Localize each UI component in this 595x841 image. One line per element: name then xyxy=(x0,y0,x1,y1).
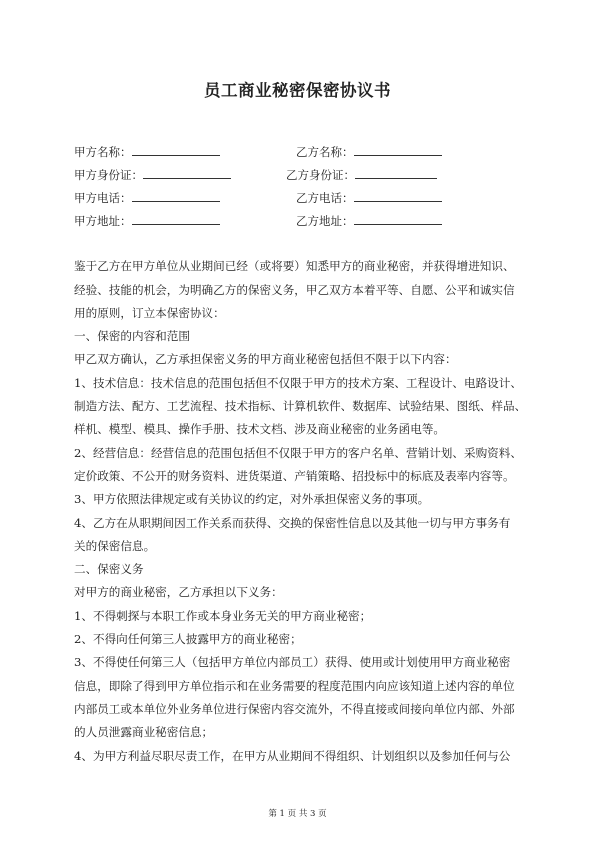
party-a-name-blank[interactable] xyxy=(132,144,220,156)
body-line: 4、为甲方利益尽职尽责工作，在甲方从业期间不得组织、计划组织以及参加任何与公 xyxy=(74,749,511,763)
section-heading: 二、保密义务 xyxy=(74,562,144,576)
body-line: 3、甲方依照法律规定或有关协议的约定，对外承担保密义务的事项。 xyxy=(74,492,430,506)
body-line: 样机、模型、模具、操作手册、技术文档、涉及商业秘密的业务函电等。 xyxy=(74,422,446,436)
party-b-id-label: 乙方身份证： xyxy=(286,168,355,182)
party-a-address-row xyxy=(74,213,220,228)
page-number-footer: 第 1 页 共 3 页 xyxy=(268,809,327,819)
party-a-address-blank[interactable] xyxy=(132,213,220,225)
body-line: 制造方法、配方、工艺流程、技术指标、计算机软件、数据库、试验结果、图纸、样品、 xyxy=(74,399,527,413)
body-line: 经验、技能的机会，为明确乙方的保密义务，甲乙双方本着平等、自愿、公平和诚实信 xyxy=(74,283,515,297)
party-b-address-row xyxy=(296,213,442,228)
party-b-id-blank[interactable] xyxy=(355,167,437,179)
body-line: 3、不得使任何第三人（包括甲方单位内部员工）获得、使用或计划使用甲方商业秘密 xyxy=(74,655,511,669)
body-line: 对甲方的商业秘密，乙方承担以下义务： xyxy=(74,585,283,599)
party-a-name-row xyxy=(74,144,220,159)
party-b-id-row xyxy=(286,167,437,182)
party-b-name-blank[interactable] xyxy=(354,144,442,156)
party-a-phone-row xyxy=(74,190,220,205)
body-line: 4、乙方在从职期间因工作关系而获得、交换的保密性信息以及其他一切与甲方事务有 xyxy=(74,516,511,530)
party-a-address-label: 甲方地址： xyxy=(74,214,132,228)
body-line: 定价政策、不公开的财务资料、进货渠道、产销策略、招投标中的标底及表率内容等。 xyxy=(74,469,515,483)
body-line: 2、不得向任何第三人披露甲方的商业秘密； xyxy=(74,632,302,646)
party-b-address-blank[interactable] xyxy=(354,213,442,225)
party-a-name-label: 甲方名称： xyxy=(74,145,132,159)
body-line: 用的原则，订立本保密协议： xyxy=(74,306,225,320)
body-line: 1、技术信息：技术信息的范围包括但不仅限于甲方的技术方案、工程设计、电路设计、 xyxy=(74,376,522,390)
body-line: 甲乙双方确认，乙方承担保密义务的甲方商业秘密包括但不限于以下内容： xyxy=(74,352,457,366)
body-line: 信息，即除了得到甲方单位指示和在业务需要的程度范围内向应该知道上述内容的单位 xyxy=(74,679,515,693)
body-line: 内部员工或本单位外业务单位进行保密内容交流外，不得直接或间接向单位内部、外部 xyxy=(74,702,515,716)
party-a-id-blank[interactable] xyxy=(143,167,231,179)
body-line: 关的保密信息。 xyxy=(74,539,156,553)
party-a-id-row xyxy=(74,167,231,182)
party-b-name-label: 乙方名称： xyxy=(296,145,354,159)
body-line: 2、经营信息：经营信息的范围包括但不仅限于甲方的客户名单、营销计划、采购资料、 xyxy=(74,446,522,460)
party-a-phone-label: 甲方电话： xyxy=(74,191,132,205)
party-b-phone-row xyxy=(296,190,442,205)
body-line: 1、不得刺探与本职工作或本身业务无关的甲方商业秘密； xyxy=(74,609,372,623)
body-line: 鉴于乙方在甲方单位从业期间已经（或将要）知悉甲方的商业秘密，并获得增进知识、 xyxy=(74,259,515,273)
party-b-name-row xyxy=(296,144,442,159)
document-title: 员工商业秘密保密协议书 xyxy=(204,81,391,100)
party-a-id-label: 甲方身份证： xyxy=(74,168,143,182)
section-heading: 一、保密的内容和范围 xyxy=(74,329,190,343)
body-line: 的人员泄露商业秘密信息； xyxy=(74,725,214,739)
party-b-phone-blank[interactable] xyxy=(354,190,442,202)
party-b-address-label: 乙方地址： xyxy=(296,214,354,228)
party-a-phone-blank[interactable] xyxy=(132,190,220,202)
party-b-phone-label: 乙方电话： xyxy=(296,191,354,205)
